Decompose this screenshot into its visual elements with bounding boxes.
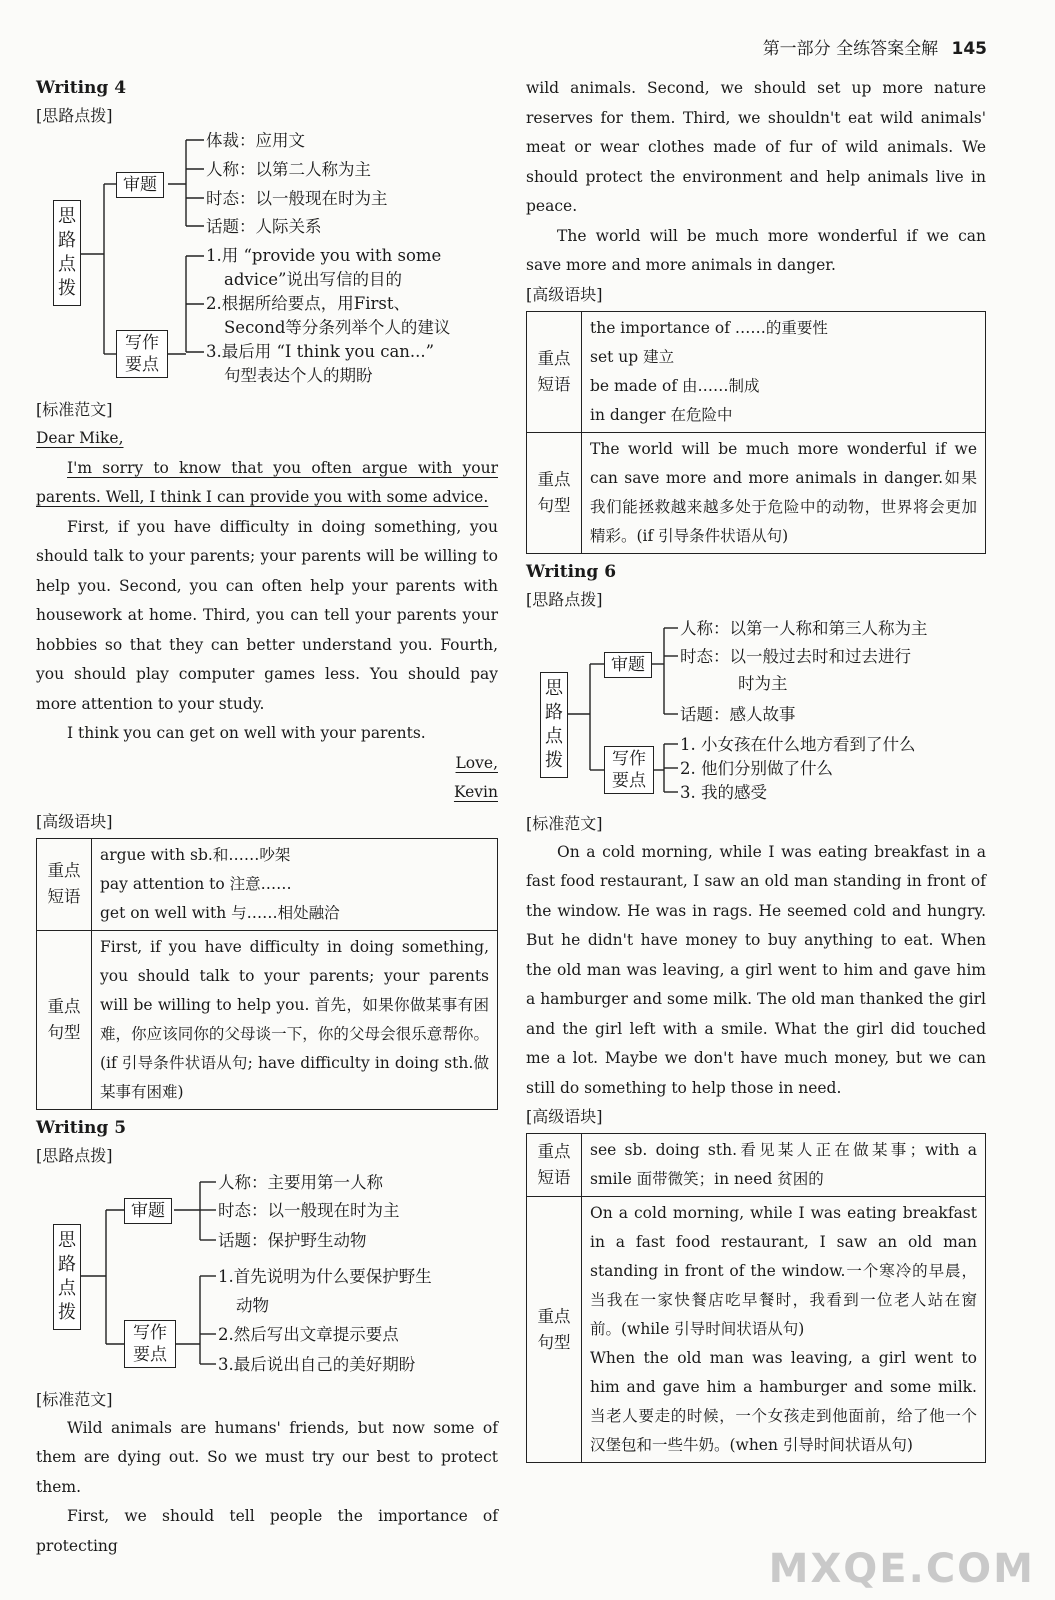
sentence-item: On a cold morning, while I was eating breakfast in a fast food restaurant, I saw an old man standing in front of the window.一个寒冷的早晨，当我在一家快餐店吃早餐时，我看到一位老人站在窗前。(while 引导时间状语从句) bbox=[590, 1204, 977, 1338]
writing5-mindmap bbox=[36, 1174, 498, 1380]
writing5-paragraph: First, we should tell people the importance of protecting bbox=[36, 1507, 498, 1555]
mindmap-leaf: advice”说出写信的目的 bbox=[224, 270, 402, 289]
writing4-mind-label: [思路点拨] bbox=[36, 106, 113, 125]
mindmap-leaf: 1.首先说明为什么要保护野生 bbox=[218, 1266, 432, 1286]
mindmap-node-shenti: 审题 bbox=[604, 652, 652, 678]
page-number: 145 bbox=[951, 39, 987, 59]
mindmap-leaf: 3.最后用 “I think you can...” bbox=[206, 342, 435, 361]
mindmap-leaf: 3.最后说出自己的美好期盼 bbox=[218, 1354, 416, 1374]
phrases-cell bbox=[582, 311, 986, 432]
mindmap-leaf: 1. 小女孩在什么地方看到了什么 bbox=[680, 734, 916, 754]
writing4-essay-label: [标准范文] bbox=[36, 400, 113, 419]
writing4-greeting: Dear Mike, bbox=[36, 429, 124, 447]
writing5-essay-label: [标准范文] bbox=[36, 1389, 113, 1409]
writing4-paragraph: I'm sorry to know that you often argue with your parents. Well, I think I can provide you with some advice. bbox=[36, 458, 498, 506]
left-column bbox=[36, 74, 498, 1561]
phrase-item: pay attention to 注意…… bbox=[100, 874, 292, 893]
sentences-label: 重点句型 bbox=[527, 432, 582, 553]
writing6-blocks-label: [高级语块] bbox=[526, 1107, 603, 1126]
writing4-closing: Love, bbox=[455, 753, 498, 772]
mindmap-node-xiezuo: 写作要点 bbox=[124, 1320, 176, 1368]
sentence-item: When the old man was leaving, a girl went to him and gave him a hamburger and some milk. 当老人要走的时候，一个女孩走到他面前，给了他一个汉堡包和一些牛奶。(when 引导时间状语从句) bbox=[590, 1349, 977, 1454]
mindmap-node-shenti: 审题 bbox=[124, 1198, 172, 1224]
sentence-cell: First, if you have difficulty in doing something, you should talk to your parents; your parents will be willing to help you. 首先，如果你做某事有困难，你应该同你的父母谈一下，你的父母会很乐意帮你。(if 引导条件状语从句; have difficulty in doing sth.做某事有困难) bbox=[92, 930, 498, 1109]
writing6-essay-label: [标准范文] bbox=[526, 813, 603, 833]
sentences-label: 重点句型 bbox=[37, 930, 92, 1109]
writing4-title: Writing 4 bbox=[36, 78, 127, 98]
mindmap-leaf: 2.根据所给要点，用First、 bbox=[206, 294, 410, 313]
writing5-mind-label: [思路点拨] bbox=[36, 1145, 113, 1165]
phrase-item: in danger 在危险中 bbox=[590, 405, 733, 424]
phrase-item: the importance of ……的重要性 bbox=[590, 318, 828, 337]
mindmap-leaf: 话题：感人故事 bbox=[680, 704, 796, 724]
writing6-mind-label: [思路点拨] bbox=[526, 589, 603, 609]
watermark-logo: MXQE.COM bbox=[768, 1546, 1035, 1592]
writing6-title: Writing 6 bbox=[526, 561, 617, 582]
mindmap-leaf: 话题：保护野生动物 bbox=[218, 1230, 367, 1250]
mindmap-root: 思路点拨 bbox=[53, 200, 81, 306]
writing4-mindmap bbox=[36, 131, 498, 390]
mindmap-leaf: 时态：以一般现在时为主 bbox=[206, 189, 388, 208]
mindmap-leaf: Second等分条列举个人的建议 bbox=[224, 318, 451, 337]
writing5-blocks-table bbox=[526, 311, 986, 554]
mindmap-leaf: 人称：以第二人称为主 bbox=[206, 160, 371, 179]
right-column bbox=[526, 74, 986, 1467]
writing6-mindmap bbox=[526, 618, 986, 804]
mindmap-leaf: 时态：以一般现在时为主 bbox=[218, 1200, 400, 1220]
mindmap-leaf: 2. 他们分别做了什么 bbox=[680, 758, 833, 778]
mindmap-node-xiezuo: 写作要点 bbox=[116, 330, 168, 378]
writing4-blocks-table bbox=[36, 838, 498, 1110]
mindmap-leaf: 句型表达个人的期盼 bbox=[224, 366, 373, 385]
sentence-cell: The world will be much more wonderful if we can save more and more animals in danger.如果我们能拯救越来越多处于危险中的动物，世界将会更加精彩。(if 引导条件状语从句) bbox=[582, 432, 986, 553]
phrases-label: 重点短语 bbox=[527, 311, 582, 432]
mindmap-leaf: 1.用 “provide you with some bbox=[206, 246, 442, 265]
mindmap-root: 思路点拨 bbox=[53, 1224, 81, 1330]
mindmap-leaf: 人称：以第一人称和第三人称为主 bbox=[680, 618, 928, 638]
mindmap-node-xiezuo: 写作要点 bbox=[604, 746, 654, 794]
writing5-paragraph: Wild animals are humans' friends, but now some of them are dying out. So we must try our best to protect them. bbox=[36, 1418, 498, 1496]
phrase-item: argue with sb.和……吵架 bbox=[100, 845, 291, 864]
writing4-paragraph: First, if you have difficulty in doing something, you should talk to your parents; your parents will be willing to help you. Second, you can often help your parents with housework at home. Third, you can tell your parents your hobbies so that they can better understand you. Fourth, you should play computer games less. You should pay more attention to your study. bbox=[36, 517, 498, 713]
phrase-item: get on well with 与……相处融洽 bbox=[100, 903, 340, 922]
sentence-cell bbox=[582, 1197, 986, 1463]
writing6-paragraph: On a cold morning, while I was eating breakfast in a fast food restaurant, I saw an old man standing in front of the window. He was in rags. He seemed cold and hungry. But he didn't have money to buy anything to eat. When the old man was leaving, a girl went to him and gave him a hamburger and some milk. The old man thanked the girl and the girl left with a smile. What the girl did touched me a lot. Maybe we don't have much money, but we can still do something to help those in need. bbox=[526, 842, 986, 1097]
mindmap-leaf: 话题：人际关系 bbox=[206, 217, 322, 236]
phrases-label: 重点短语 bbox=[37, 838, 92, 930]
writing4-blocks-label: [高级语块] bbox=[36, 811, 113, 831]
mindmap-leaf: 动物 bbox=[236, 1295, 269, 1315]
writing6-blocks-table bbox=[526, 1133, 986, 1463]
mindmap-leaf: 人称：主要用第一人称 bbox=[218, 1172, 383, 1192]
mindmap-leaf: 2.然后写出文章提示要点 bbox=[218, 1324, 399, 1344]
mindmap-leaf: 时为主 bbox=[738, 673, 788, 693]
writing5-paragraph: wild animals. Second, we should set up more nature reserves for them. Third, we shouldn't eat wild animals' meat or wear clothes made of fur of wild animals. We should protect the environment and help animals live in peace. bbox=[526, 79, 986, 215]
page-header bbox=[763, 34, 987, 59]
phrases-cell bbox=[92, 838, 498, 930]
phrases-cell: see sb. doing sth.看见某人正在做某事；with a smile 面带微笑；in need 贫困的 bbox=[582, 1134, 986, 1197]
writing5-blocks-label: [高级语块] bbox=[526, 284, 603, 304]
writing5-title: Writing 5 bbox=[36, 1117, 127, 1138]
section-title: 第一部分 全练答案全解 bbox=[762, 39, 939, 59]
mindmap-node-shenti: 审题 bbox=[116, 172, 164, 198]
writing4-paragraph: I think you can get on well with your parents. bbox=[67, 724, 426, 742]
sentences-label: 重点句型 bbox=[527, 1197, 582, 1463]
phrase-item: set up 建立 bbox=[590, 347, 675, 366]
mindmap-leaf: 体裁：应用文 bbox=[206, 131, 305, 150]
phrases-label: 重点短语 bbox=[527, 1134, 582, 1197]
writing5-paragraph: The world will be much more wonderful if we can save more and more animals in danger. bbox=[526, 226, 986, 274]
phrase-item: be made of 由……制成 bbox=[590, 376, 760, 395]
mindmap-leaf: 时态：以一般过去时和过去进行 bbox=[680, 646, 911, 666]
writing4-signature: Kevin bbox=[453, 783, 498, 801]
mindmap-leaf: 3. 我的感受 bbox=[680, 782, 767, 802]
mindmap-root: 思路点拨 bbox=[540, 672, 568, 778]
